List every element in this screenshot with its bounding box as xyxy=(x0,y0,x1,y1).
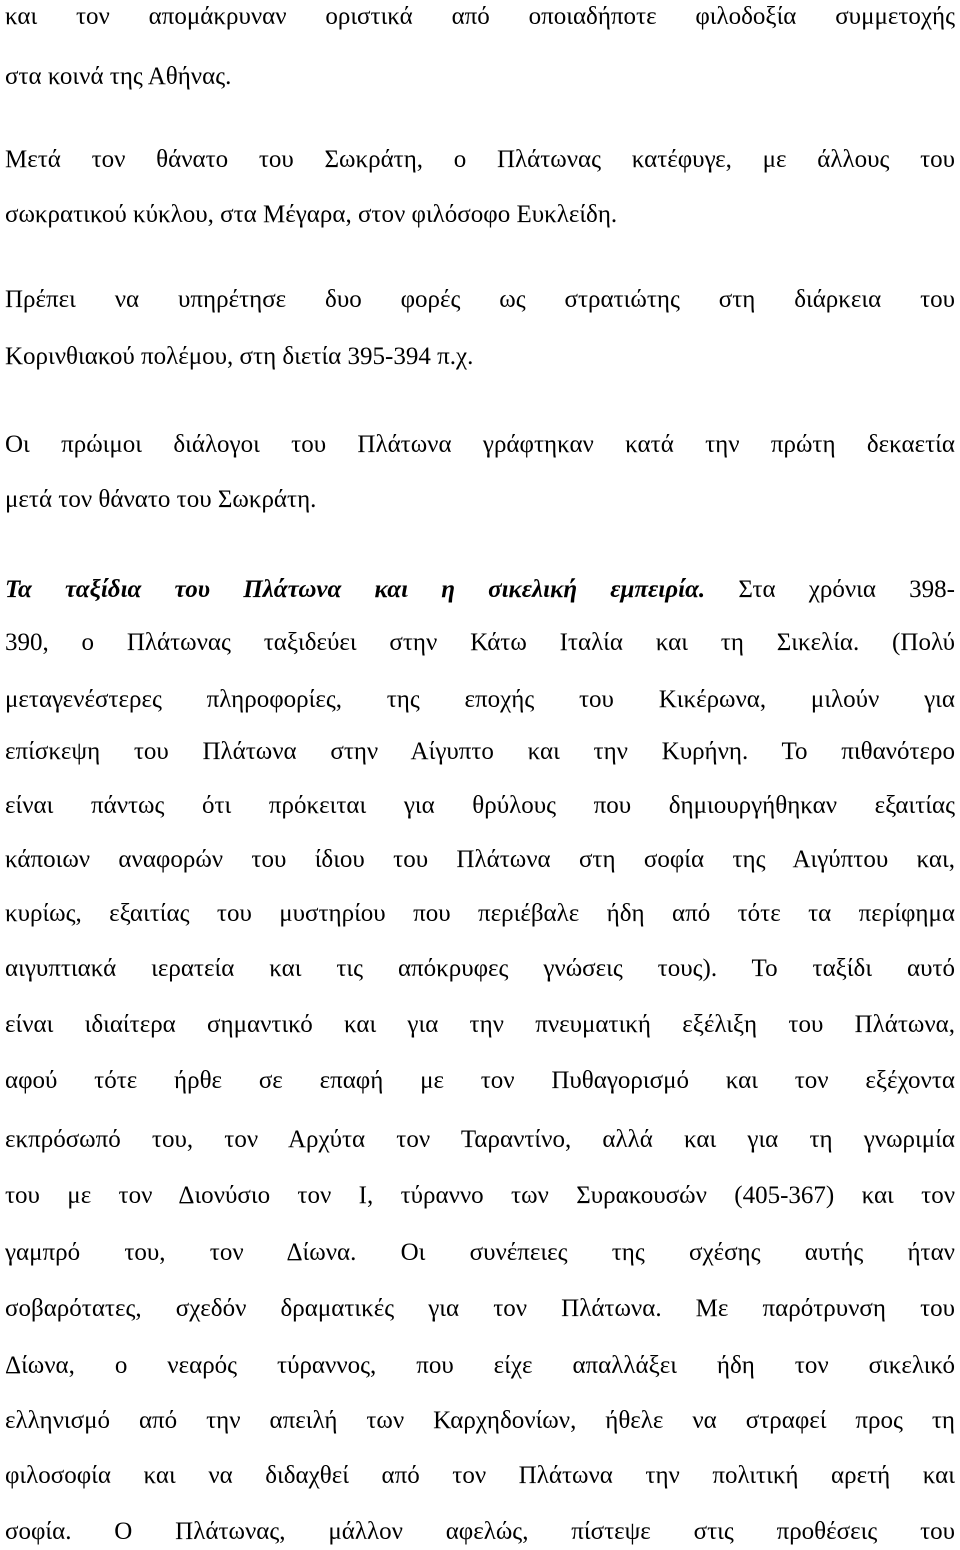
text-run: γαμπρό του, τον Δίωνα. Οι συνέπειες της σχέσης αυτής ήταν xyxy=(5,1239,955,1266)
text-run: 390, ο Πλάτωνας ταξιδεύει στην Κάτω Ιταλία και τη Σικελία. (Πολύ xyxy=(5,629,955,656)
text-line xyxy=(5,1405,955,1437)
text-run: Στα χρόνια 398- xyxy=(705,576,955,603)
text-line xyxy=(5,790,955,822)
text-line xyxy=(5,574,955,606)
text-line xyxy=(5,341,955,373)
text-run: Κορινθιακού πολέμου, στη διετία 395-394 π.χ. xyxy=(5,343,474,370)
text-run: μετά τον θάνατο του Σωκράτη. xyxy=(5,486,317,513)
text-run: σοβαρότατες, σχεδόν δραματικές για τον Πλάτωνα. Με παρότρυνση του xyxy=(5,1295,955,1322)
text-line xyxy=(5,284,955,316)
text-line xyxy=(5,1460,955,1492)
text-run: αφού τότε ήρθε σε επαφή με τον Πυθαγορισμό και τον εξέχοντα xyxy=(5,1067,955,1094)
text-run: είναι πάντως ότι πρόκειται για θρύλους που δημιουργήθηκαν εξαιτίας xyxy=(5,792,955,819)
text-run: Πρέπει να υπηρέτησε δυο φορές ως στρατιώτης στη διάρκεια του xyxy=(5,286,955,313)
text-line xyxy=(5,1,955,33)
text-line xyxy=(5,144,955,176)
text-run: ελληνισμό από την απειλή των Καρχηδονίων, ήθελε να στραφεί προς τη xyxy=(5,1407,955,1434)
text-run: Δίωνα, ο νεαρός τύραννος, που είχε απαλλάξει ήδη τον σικελικό xyxy=(5,1352,955,1379)
text-run: επίσκεψη του Πλάτωνα στην Αίγυπτο και την Κυρήνη. Το πιθανότερο xyxy=(5,738,955,765)
text-line xyxy=(5,844,955,876)
text-line xyxy=(5,898,955,930)
text-line xyxy=(5,627,955,659)
text-line xyxy=(5,484,955,516)
text-run: κυρίως, εξαιτίας του μυστηρίου που περιέβαλε ήδη από τότε τα περίφημα xyxy=(5,900,955,927)
text-line xyxy=(5,1009,955,1041)
text-line xyxy=(5,1350,955,1382)
text-line xyxy=(5,1124,955,1156)
text-line xyxy=(5,1237,955,1269)
text-line xyxy=(5,429,955,461)
text-run: και τον απομάκρυναν οριστικά από οποιαδήποτε φιλοδοξία συμμετοχής xyxy=(5,3,955,30)
section-heading: Τα ταξίδια του Πλάτωνα και η σικελική εμπειρία. xyxy=(5,576,706,603)
text-line xyxy=(5,1065,955,1097)
text-run: είναι ιδιαίτερα σημαντικό και για την πνευματική εξέλιξη του Πλάτωνα, xyxy=(5,1011,955,1038)
text-line xyxy=(5,199,955,231)
text-run: κάποιων αναφορών του ίδιου του Πλάτωνα στη σοφία της Αιγύπτου και, xyxy=(5,846,955,873)
text-run: φιλοσοφία και να διδαχθεί από τον Πλάτωνα την πολιτική αρετή και xyxy=(5,1462,955,1489)
text-run: μεταγενέστερες πληροφορίες, της εποχής του Κικέρωνα, μιλούν για xyxy=(5,686,955,713)
text-run: σωκρατικού κύκλου, στα Μέγαρα, στον φιλόσοφο Ευκλείδη. xyxy=(5,201,618,228)
text-line xyxy=(5,684,955,716)
text-line xyxy=(5,736,955,768)
text-line xyxy=(5,1516,955,1548)
text-run: σοφία. Ο Πλάτωνας, μάλλον αφελώς, πίστεψε στις προθέσεις του xyxy=(5,1518,955,1545)
text-line xyxy=(5,1180,955,1212)
text-run: του με τον Διονύσιο τον Ι, τύραννο των Συρακουσών (405-367) και τον xyxy=(5,1182,955,1209)
text-run: αιγυπτιακά ιερατεία και τις απόκρυφες γνώσεις τους). Το ταξίδι αυτό xyxy=(5,955,955,982)
text-line xyxy=(5,61,955,93)
text-run: εκπρόσωπό του, τον Αρχύτα τον Ταραντίνο, αλλά και για τη γνωριμία xyxy=(5,1126,955,1153)
text-line xyxy=(5,953,955,985)
text-run: στα κοινά της Αθήνας. xyxy=(5,63,232,90)
text-run: Μετά τον θάνατο του Σωκράτη, ο Πλάτωνας κατέφυγε, με άλλους του xyxy=(5,146,955,173)
text-run: Οι πρώιμοι διάλογοι του Πλάτωνα γράφτηκαν κατά την πρώτη δεκαετία xyxy=(5,431,955,458)
text-line xyxy=(5,1293,955,1325)
